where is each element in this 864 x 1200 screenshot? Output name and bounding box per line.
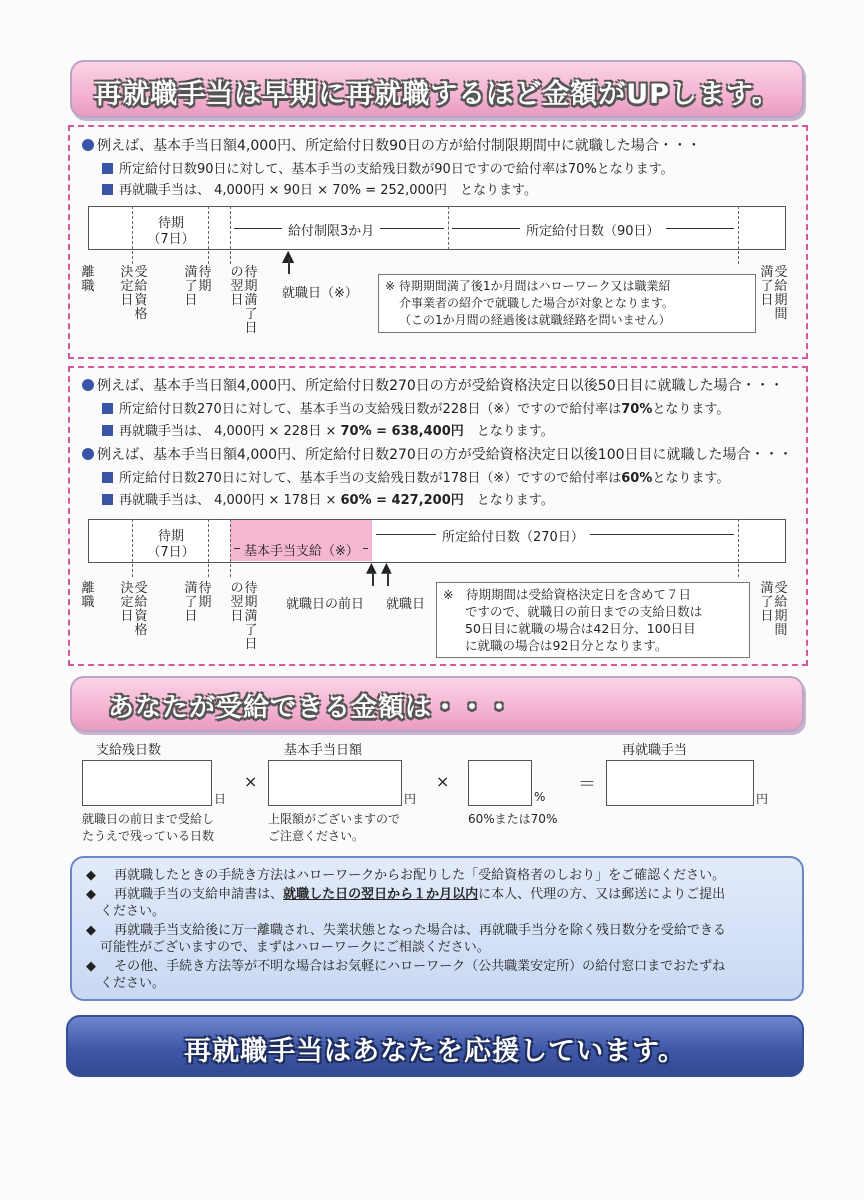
example1-line2 (102, 179, 537, 198)
info-item-4 (86, 958, 725, 975)
marker-eligibility-decision: 受給資格 決定日 (120, 581, 148, 638)
result-unit: 円 (756, 792, 769, 806)
marker-waiting-next-day: 待期満了日 の翌日 (230, 581, 258, 652)
example1-line2-text: 再就職手当は、 4,000円 × 90日 × 70% = 252,000円 となります。 (119, 183, 537, 198)
example2-line-b1 (102, 467, 729, 486)
text: 所定給付日数270日に対して、基本手当の支給残日数が178日（※）ですので給付率は (119, 471, 622, 486)
diamond-bullet-icon: ◆ (86, 959, 96, 974)
marker-benefit-period-end: 受給期間 満了日 (760, 265, 788, 322)
timeline2-divider (230, 519, 231, 577)
note-line: 介事業者の紹介で就職した場合が対象となります。 (399, 296, 675, 310)
timeline2-divider (738, 519, 739, 577)
example2-heading-a-text: 例えば、基本手当日額4,000円、所定給付日数270日の方が受給資格決定日以後50日目に就職した場合・・・ (97, 378, 784, 394)
bullet-square-icon (102, 494, 113, 505)
text: 再就職手当は、 4,000円 × 228日 × (119, 424, 341, 439)
timeline1-divider (132, 206, 133, 264)
bullet-square-icon (102, 403, 113, 414)
timeline1-benefit-label: 所定給付日数（90日） (520, 220, 666, 239)
marker-eligibility-decision: 受給資格 決定日 (120, 265, 148, 322)
example1-heading-text: 例えば、基本手当日額4,000円、所定給付日数90日の方が給付制限期間中に就職した場合・・・ (97, 138, 701, 154)
amount-bold: 60% = 427,200円 (340, 493, 464, 508)
bullet-square-icon (102, 163, 113, 174)
rate-input[interactable] (468, 760, 532, 806)
marker-separation: 離職 (81, 581, 95, 610)
example2-line-a2 (102, 420, 554, 439)
example2-line-a1 (102, 398, 729, 417)
example1-line1-text: 所定給付日数90日に対して、基本手当の支給残日数が90日ですので給付率は70%となります。 (119, 162, 674, 177)
daily-amount-note-1: 上限額がございますので (268, 812, 401, 826)
bottom-banner (66, 1015, 804, 1077)
timeline2-divider (208, 519, 209, 577)
timeline1-waiting-days: （7日） (147, 232, 195, 247)
top-banner-title: 再就職手当は早期に再就職するほど金額がUPします。 (94, 79, 780, 110)
example2-heading-b-text: 例えば、基本手当日額4,000円、所定給付日数270日の方が受給資格決定日以後100日目に就職した場合・・・ (97, 447, 793, 463)
timeline2-up-arrow-stem (387, 572, 389, 586)
timeline1-divider (738, 206, 739, 264)
info-item-3-cont: 可能性がございますので、まずはハローワークにご相談ください。 (100, 940, 490, 955)
example2-note (436, 582, 750, 658)
timeline1-divider (208, 206, 209, 264)
rate-note: 60%または70% (468, 812, 558, 826)
timeline2-divider (132, 519, 133, 577)
timeline1-waiting-label: 待期 (157, 216, 184, 231)
rate-bold: 60% (621, 471, 653, 486)
timeline2-up-arrow-icon: ▲ (381, 560, 392, 576)
marker-waiting-next-day: 待期満了日 の翌日 (230, 265, 258, 336)
diamond-bullet-icon: ◆ (86, 868, 96, 883)
example1-note (378, 274, 756, 333)
info-item-2 (86, 886, 725, 903)
rate-bold: 70% (621, 402, 653, 417)
note-line: ※ 待期期間は受給資格決定日を含めて７日 (443, 587, 691, 602)
timeline1-up-arrow-stem (288, 258, 290, 274)
note-line: ※ 待期期間満了後1か月間はハローワーク又は職業紹 (385, 279, 671, 293)
example2-heading-b (82, 444, 793, 464)
text: となります。 (652, 471, 730, 486)
marker-waiting-end: 待期 満了日 (184, 265, 212, 308)
timeline1-divider (230, 206, 231, 264)
bullet-dot-icon (82, 379, 94, 391)
bottom-banner-title: 再就職手当はあなたを応援しています。 (184, 1036, 686, 1067)
info-item-3 (86, 922, 726, 939)
example1-line1 (102, 158, 674, 177)
daily-amount-unit: 円 (404, 792, 417, 806)
remaining-days-note-2: たうえで残っている日数 (82, 829, 215, 843)
info-item-2-pre: 再就職手当の支給申請書は、 (114, 887, 284, 902)
example2-heading-a (82, 375, 784, 395)
daily-amount-label: 基本手当日額 (284, 743, 363, 758)
result-label: 再就職手当 (622, 743, 688, 758)
remaining-days-input[interactable] (82, 760, 212, 806)
daily-amount-note-2: ご注意ください。 (268, 829, 365, 843)
timeline2-waiting-days: （7日） (147, 545, 195, 560)
timeline1-up-arrow-icon: ▲ (282, 246, 295, 265)
result-input[interactable] (606, 760, 754, 806)
bullet-dot-icon (82, 139, 94, 151)
text: となります。 (463, 424, 554, 439)
marker-waiting-end: 待期 満了日 (184, 581, 212, 624)
diamond-bullet-icon: ◆ (86, 923, 96, 938)
note-line: ですので、就職日の前日までの支給日数は (465, 604, 703, 619)
info-item-2-post: に本人、代理の方、又は郵送によりご提出 (478, 887, 726, 902)
note-line: 50日目に就職の場合は42日分、100日目 (465, 621, 696, 636)
timeline1-divider (448, 206, 449, 250)
note-line: （この1か月間の経過後は就職経路を問いません） (399, 313, 671, 327)
remaining-days-label: 支給残日数 (96, 743, 162, 758)
daily-amount-input[interactable] (268, 760, 402, 806)
timeline1-employment-day: 就職日（※） (282, 286, 358, 301)
equals-symbol: ＝ (578, 774, 596, 795)
timeline2-up-arrow-icon: ▲ (366, 560, 377, 576)
top-banner (70, 60, 804, 118)
text: 所定給付日数270日に対して、基本手当の支給残日数が228日（※）ですので給付率は (119, 402, 622, 417)
info-item-4-cont: ください。 (100, 976, 166, 991)
text: となります。 (463, 493, 554, 508)
calc-banner-title: あなたが受給できる金額は・・・ (108, 693, 514, 723)
diamond-bullet-icon: ◆ (86, 887, 96, 902)
times-symbol: × (436, 772, 450, 791)
amount-bold: 70% = 638,400円 (340, 424, 464, 439)
example2-line-b2 (102, 489, 554, 508)
info-item-2-deadline: 就職した日の翌日から１か月以内 (283, 887, 479, 902)
remaining-days-note-1: 就職日の前日まで受給し (82, 812, 215, 826)
timeline2-employment-day: 就職日 (386, 597, 426, 612)
bullet-square-icon (102, 472, 113, 483)
bullet-dot-icon (82, 448, 94, 460)
calc-banner (70, 676, 804, 732)
timeline1-restriction-label: 給付制限3か月 (282, 220, 380, 239)
text: 再就職手当は、 4,000円 × 178日 × (119, 493, 341, 508)
note-line: に就職の場合は92日分となります。 (465, 638, 668, 653)
timeline2-benefit-label: 所定給付日数（270日） (436, 526, 590, 545)
timeline2-paid-label: 基本手当支給（※） (240, 540, 363, 559)
bullet-square-icon (102, 425, 113, 436)
marker-benefit-period-end: 受給期間 満了日 (760, 581, 788, 638)
rate-unit: % (534, 790, 546, 804)
info-item-4-text: その他、手続き方法等が不明な場合はお気軽にハローワーク（公共職業安定所）の給付窓口までおたずね (114, 959, 726, 974)
example1-heading (82, 135, 701, 155)
text: となります。 (652, 402, 730, 417)
timeline2-up-arrow-stem (372, 572, 374, 586)
timeline2-day-before-label: 就職日の前日 (286, 597, 365, 612)
info-item-3-text: 再就職手当支給後に万一離職され、失業状態となった場合は、再就職手当分を除く残日数分を受給できる (114, 923, 726, 938)
info-item-1 (86, 867, 725, 884)
info-item-1-text: 再就職したときの手続き方法はハローワークからお配りした「受給資格者のしおり」をご確認ください。 (114, 868, 726, 883)
marker-separation: 離職 (81, 265, 95, 294)
timeline2-waiting-label: 待期 (157, 529, 184, 544)
times-symbol: × (244, 772, 258, 791)
info-item-2-cont: ください。 (100, 904, 166, 919)
bullet-square-icon (102, 184, 113, 195)
info-box (70, 856, 804, 1001)
remaining-days-unit: 日 (214, 792, 227, 806)
